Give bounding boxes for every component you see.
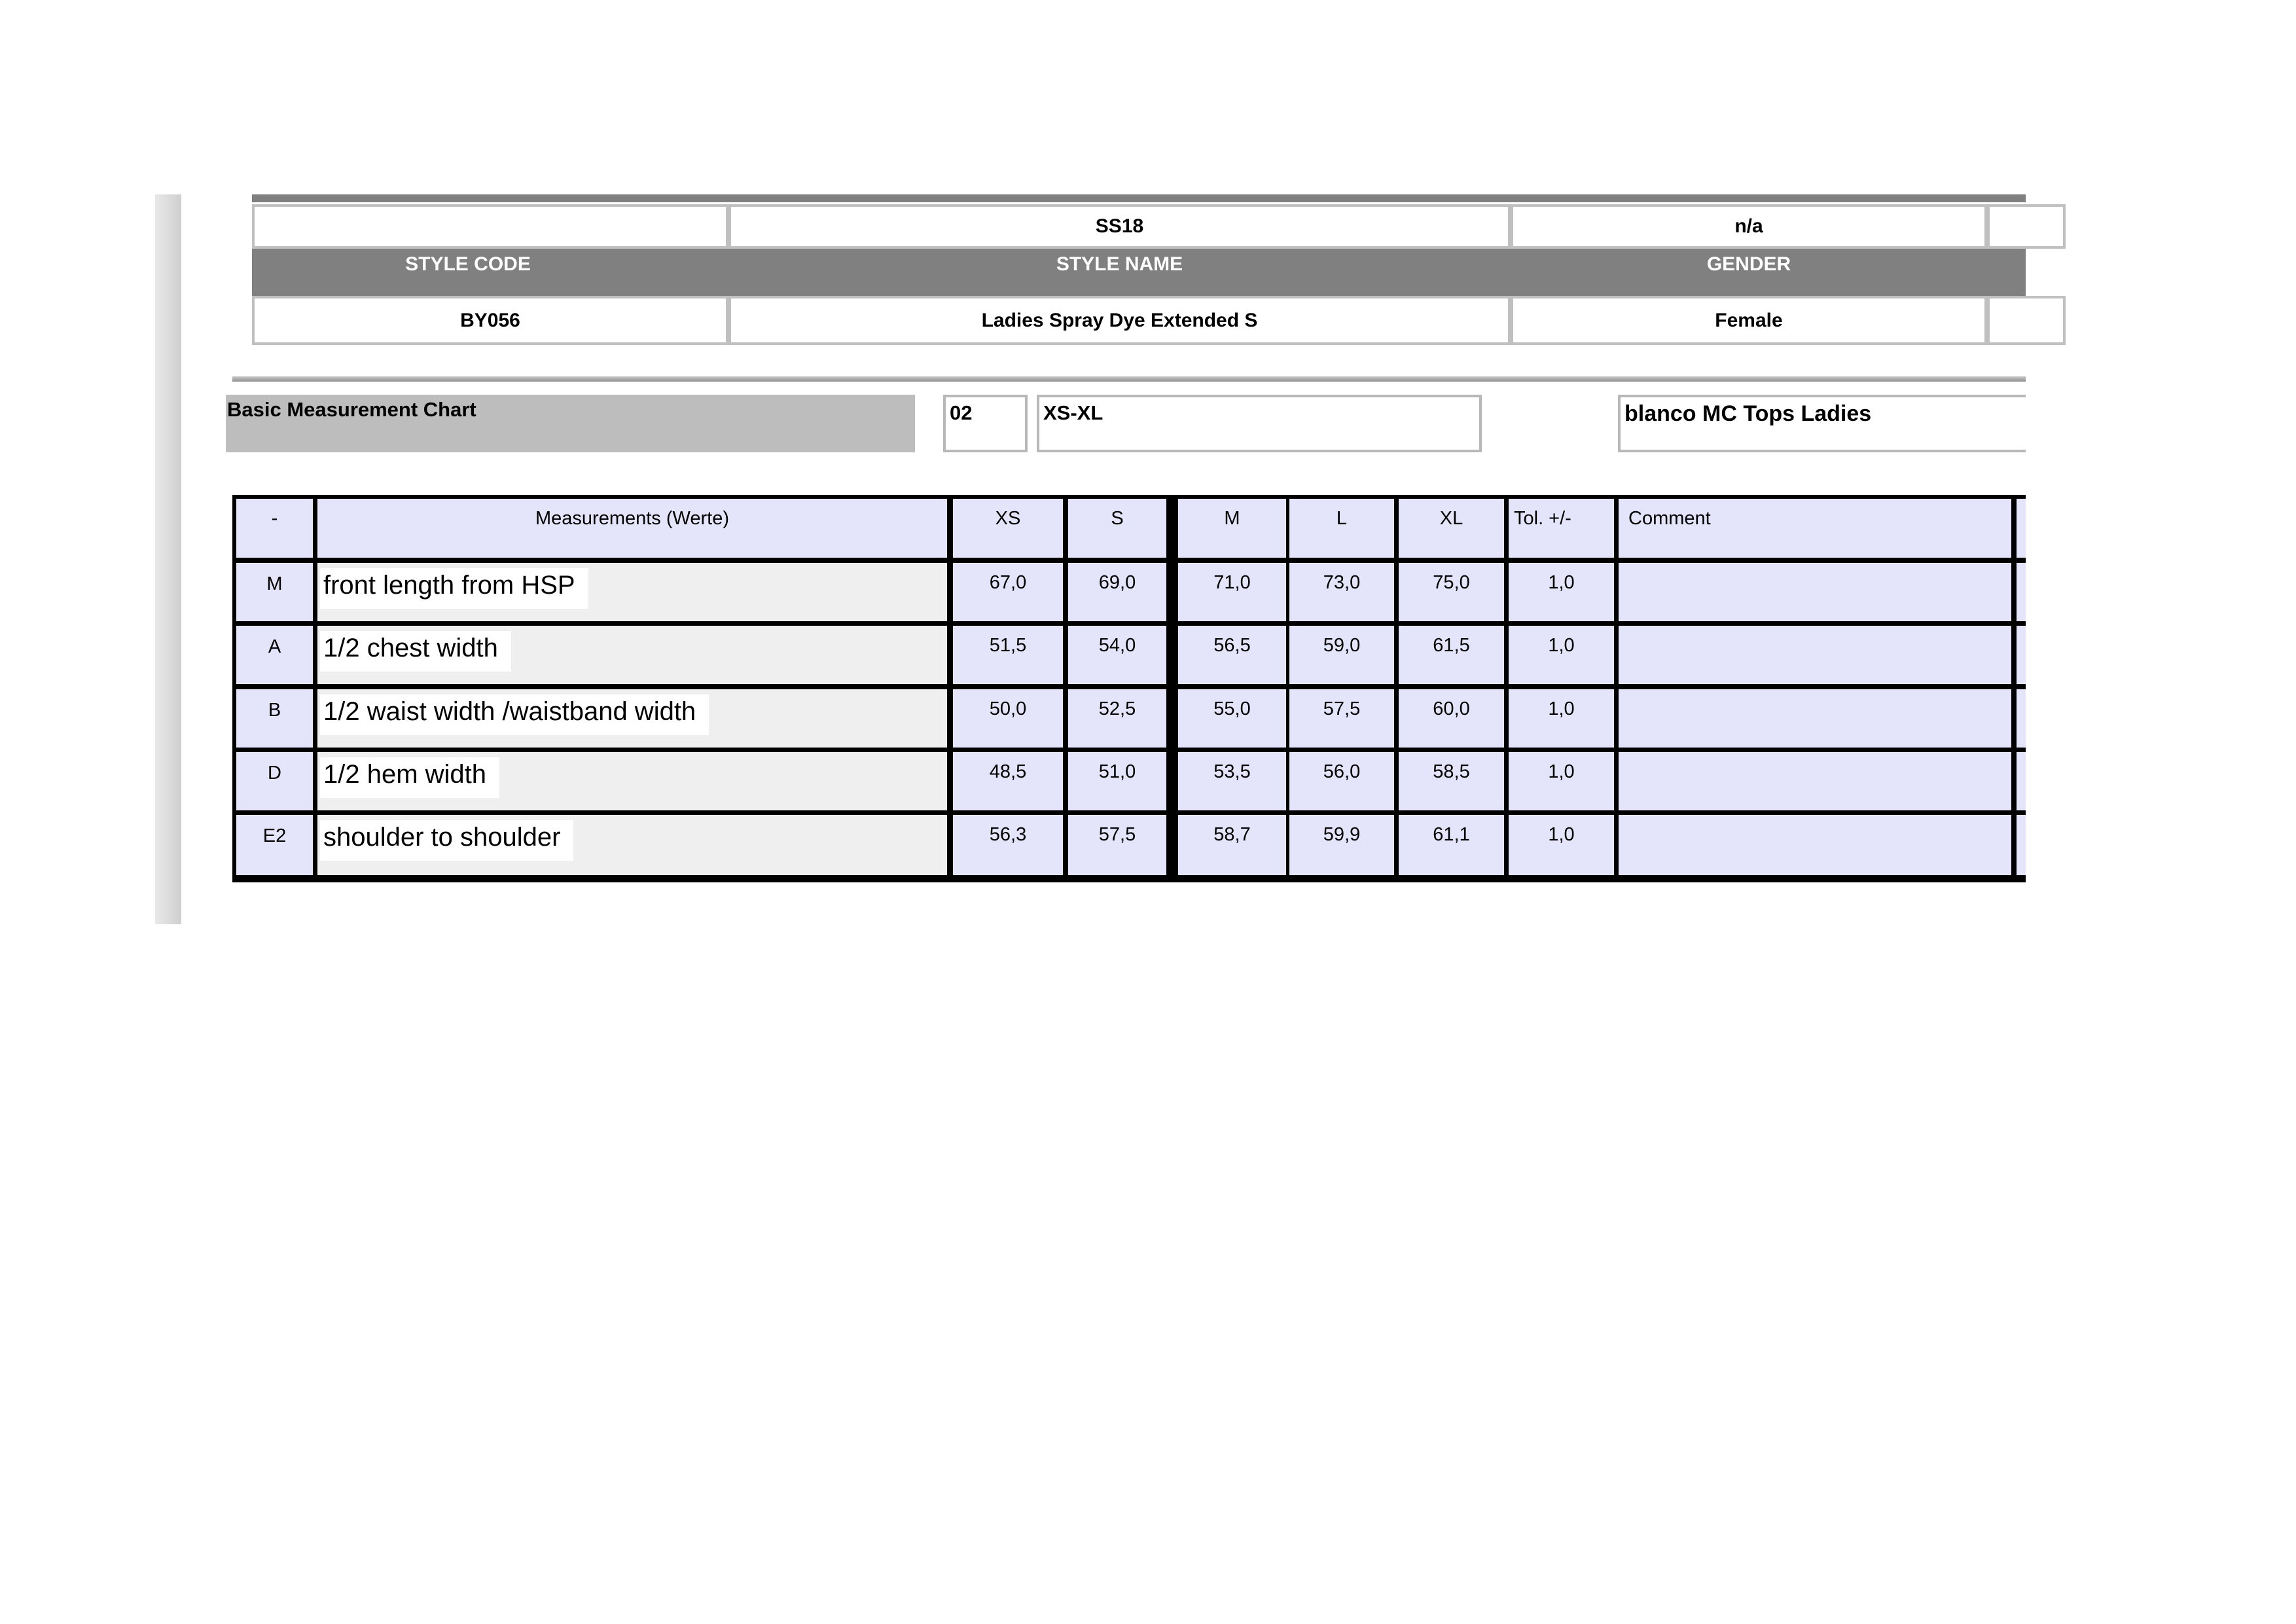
- measurement-label: shoulder to shoulder: [320, 820, 573, 861]
- style-name-label: STYLE NAME: [1056, 253, 1183, 275]
- size-value-xl-col: 75,0: [1399, 563, 1504, 621]
- category-name-box: [1618, 395, 2026, 452]
- header-info-row: [252, 204, 2026, 249]
- size-value-xl-col: 61,5: [1399, 626, 1504, 684]
- header-blank-cell: [252, 204, 728, 249]
- tolerance-value: 1,0: [1509, 815, 1614, 875]
- size-value-m-col: 55,0: [1178, 689, 1286, 748]
- column-header-l-col: L: [1289, 499, 1394, 558]
- size-value-s-col: 51,0: [1068, 752, 1166, 810]
- style-code-label: STYLE CODE: [405, 253, 531, 275]
- page-left-margin-bar: [155, 194, 181, 924]
- column-header-xl-col: XL: [1399, 499, 1504, 558]
- size-value-s-col: 57,5: [1068, 815, 1166, 875]
- row-code: M: [236, 563, 313, 621]
- measurement-cell: [317, 563, 947, 621]
- size-range-box: [1037, 395, 1482, 452]
- size-range: XS-XL: [1043, 401, 1103, 424]
- header-value-row: [252, 296, 2026, 345]
- header-extra-cell-2: [1987, 296, 2066, 345]
- row-code: E2: [236, 815, 313, 875]
- column-header-comment-col: Comment: [1619, 499, 2011, 558]
- table-edge-cell: [2017, 689, 2026, 748]
- measurement-label: 1/2 chest width: [320, 631, 511, 672]
- size-value-xs-col: 48,5: [953, 752, 1063, 810]
- measurement-label: 1/2 hem width: [320, 757, 499, 798]
- size-value-xl-col: 58,5: [1399, 752, 1504, 810]
- header-label-band: [252, 249, 2026, 296]
- size-value-m-col: 58,7: [1178, 815, 1286, 875]
- tolerance-value: 1,0: [1509, 626, 1614, 684]
- size-value-l-col: 56,0: [1289, 752, 1394, 810]
- category-cell: [1511, 204, 1987, 249]
- gender-cell: [1511, 296, 1987, 345]
- comment-cell: [1619, 815, 2011, 875]
- style-name-value: Ladies Spray Dye Extended S: [981, 309, 1258, 331]
- size-value-l-col: 59,0: [1289, 626, 1394, 684]
- size-value-xs-col: 67,0: [953, 563, 1063, 621]
- size-value-m-col: 53,5: [1178, 752, 1286, 810]
- chart-title: Basic Measurement Chart: [226, 395, 915, 452]
- style-code-value: BY056: [460, 309, 520, 331]
- category-name: blanco MC Tops Ladies: [1624, 401, 1872, 426]
- measurement-label: front length from HSP: [320, 568, 588, 609]
- style-code-cell: [252, 296, 728, 345]
- size-value-s-col: 54,0: [1068, 626, 1166, 684]
- table-edge-cell: [2017, 752, 2026, 810]
- season-cell: [728, 204, 1511, 249]
- measurement-label: 1/2 waist width /waistband width: [320, 695, 709, 735]
- comment-cell: [1619, 563, 2011, 621]
- tolerance-value: 1,0: [1509, 752, 1614, 810]
- measurement-cell: [317, 689, 947, 748]
- size-value-xs-col: 51,5: [953, 626, 1063, 684]
- size-value-l-col: 73,0: [1289, 563, 1394, 621]
- size-value-s-col: 69,0: [1068, 563, 1166, 621]
- row-code: A: [236, 626, 313, 684]
- measurement-cell: [317, 626, 947, 684]
- size-value-l-col: 57,5: [1289, 689, 1394, 748]
- comment-cell: [1619, 626, 2011, 684]
- row-code: B: [236, 689, 313, 748]
- measurement-cell: [317, 815, 947, 875]
- size-value-l-col: 59,9: [1289, 815, 1394, 875]
- category-value: n/a: [1734, 215, 1763, 237]
- size-value-m-col: 56,5: [1178, 626, 1286, 684]
- column-header-measurement-col: Measurements (Werte): [317, 499, 947, 558]
- season-value: SS18: [1095, 215, 1144, 237]
- measurement-table: [232, 495, 2026, 882]
- style-name-cell: [728, 296, 1511, 345]
- comment-cell: [1619, 752, 2011, 810]
- header-extra-cell: [1987, 204, 2066, 249]
- size-value-xs-col: 50,0: [953, 689, 1063, 748]
- row-code: D: [236, 752, 313, 810]
- table-edge-cell: [2017, 626, 2026, 684]
- size-value-xs-col: 56,3: [953, 815, 1063, 875]
- column-header-tolerance-col: Tol. +/-: [1509, 499, 1614, 558]
- size-value-m-col: 71,0: [1178, 563, 1286, 621]
- tolerance-value: 1,0: [1509, 563, 1614, 621]
- header-top-rule: [252, 194, 2026, 202]
- column-header-m-col: M: [1178, 499, 1286, 558]
- table-edge-cell: [2017, 499, 2026, 558]
- tolerance-value: 1,0: [1509, 689, 1614, 748]
- gender-value: Female: [1715, 309, 1783, 331]
- column-header-s-col: S: [1068, 499, 1166, 558]
- size-value-xl-col: 60,0: [1399, 689, 1504, 748]
- table-edge-cell: [2017, 563, 2026, 621]
- size-value-s-col: 52,5: [1068, 689, 1166, 748]
- size-set-code: 02: [950, 401, 973, 424]
- column-header-xs-col: XS: [953, 499, 1063, 558]
- section-divider: [232, 376, 2026, 382]
- size-value-xl-col: 61,1: [1399, 815, 1504, 875]
- table-edge-cell: [2017, 815, 2026, 875]
- measurement-cell: [317, 752, 947, 810]
- gender-label: GENDER: [1706, 253, 1791, 275]
- comment-cell: [1619, 689, 2011, 748]
- column-header-code-col: -: [236, 499, 313, 558]
- size-set-code-box: [943, 395, 1028, 452]
